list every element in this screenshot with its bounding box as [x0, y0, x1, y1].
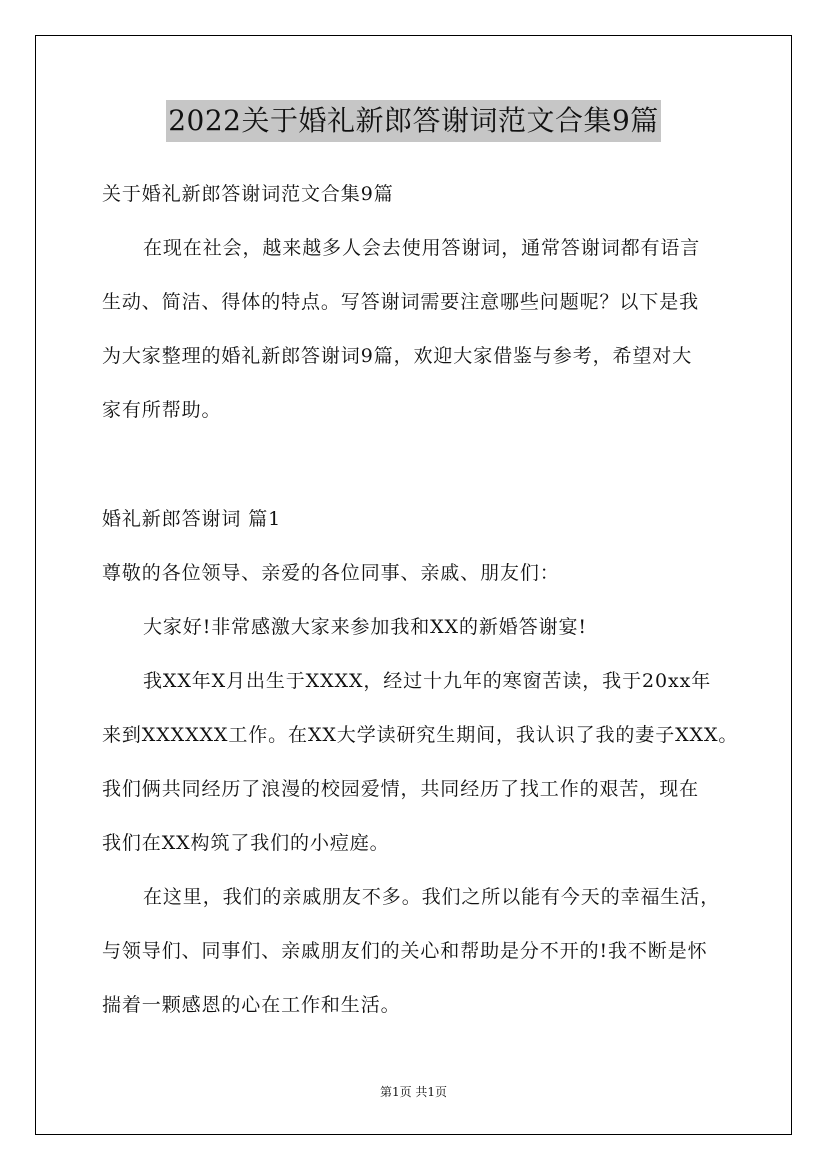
intro-line-4: 家有所帮助。	[102, 399, 222, 421]
paragraph-2-line-3: 我们俩共同经历了浪漫的校园爱情，共同经历了找工作的艰苦，现在	[102, 778, 700, 800]
paragraph-1: 大家好!非常感激大家来参加我和XX的新婚答谢宴!	[143, 616, 587, 638]
salutation: 尊敬的各位领导、亲爱的各位同事、亲戚、朋友们：	[102, 562, 560, 584]
paragraph-2-line-4: 我们在XX构筑了我们的小痘庭。	[102, 832, 390, 854]
intro-line-1: 在现在社会，越来越多人会去使用答谢词，通常答谢词都有语言	[143, 237, 701, 259]
paragraph-2-line-1: 我XX年X月出生于XXXX，经过十九年的寒窗苦读，我于20xx年	[143, 670, 712, 692]
intro-line-2: 生动、简洁、得体的特点。写答谢词需要注意哪些问题呢？以下是我	[102, 291, 700, 313]
intro-line-3: 为大家整理的婚礼新郎答谢词9篇，欢迎大家借鉴与参考，希望对大	[102, 345, 693, 367]
paragraph-3-line-1: 在这里，我们的亲戚朋友不多。我们之所以能有今天的幸福生活，	[143, 886, 721, 908]
paragraph-2-line-2: 来到XXXXXX工作。在XX大学读研究生期间，我认识了我的妻子XXX。	[102, 724, 739, 746]
document-subtitle: 关于婚礼新郎答谢词范文合集9篇	[102, 183, 394, 205]
section-heading: 婚礼新郎答谢词 篇1	[102, 508, 282, 530]
page-footer: 第1页 共1页	[379, 1085, 448, 1099]
paragraph-3-line-3: 揣着一颗感恩的心在工作和生活。	[102, 994, 401, 1016]
paragraph-3-line-2: 与领导们、同事们、亲戚朋友们的关心和帮助是分不开的!我不断是怀	[102, 940, 708, 962]
document-title: 2022关于婚礼新郎答谢词范文合集9篇	[166, 100, 661, 142]
title-container	[0, 100, 827, 142]
